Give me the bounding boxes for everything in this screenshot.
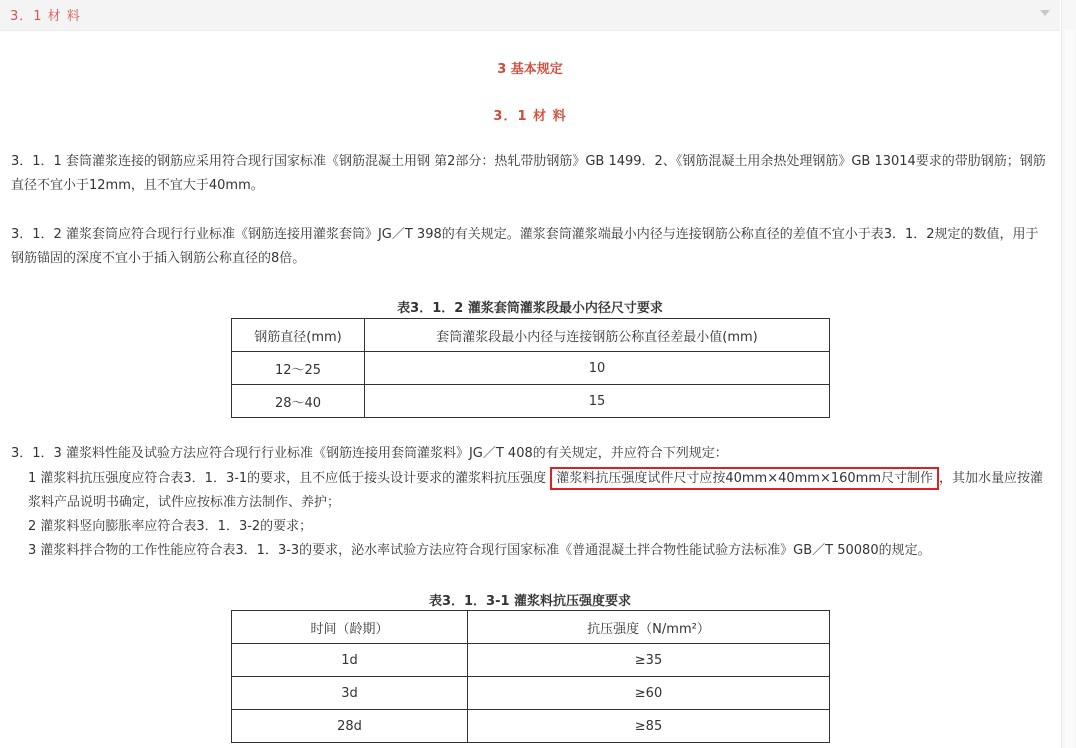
clause-3-1-3-item-3: 3 灌浆料拌合物的工作性能应符合表3．1．3-3的要求，泌水率试验方法应符合现行国家标准《普通混凝土拌合物性能试验方法标准》GB／T 50080的规定。 bbox=[28, 543, 931, 558]
clause-3-1-2: 3．1．2 灌浆套筒应符合现行行业标准《钢筋连接用灌浆套筒》JG／T 398的有关规定。灌浆套筒灌浆端最小内径与连接钢筋公称直径的差值不宜小于表3．1．2规定的数值，用于钢筋锚固的深度不宜小于插入钢筋公称直径的8倍。 bbox=[11, 227, 1039, 266]
table-header-cell: 钢筋直径(mm) bbox=[232, 319, 365, 352]
scrollbar[interactable] bbox=[1061, 0, 1076, 748]
table-cell: 15 bbox=[365, 385, 830, 418]
table-3-1-3-1 bbox=[231, 610, 830, 743]
table-header-cell: 时间（龄期） bbox=[232, 611, 468, 644]
table2-caption: 表3．1．3-1 灌浆料抗压强度要求 bbox=[428, 594, 632, 609]
table-header-cell: 套筒灌浆段最小内径与连接钢筋公称直径差最小值(mm) bbox=[365, 319, 830, 352]
table-cell: 28d bbox=[232, 710, 468, 743]
scrollbar-thumb[interactable] bbox=[1065, 30, 1074, 748]
table-cell: ≥35 bbox=[468, 644, 830, 677]
table-row bbox=[232, 644, 830, 677]
section-header-bar[interactable] bbox=[0, 0, 1060, 31]
table-header-cell: 抗压强度（N/mm²） bbox=[468, 611, 830, 644]
table-cell: 3d bbox=[232, 677, 468, 710]
table-cell: 10 bbox=[365, 352, 830, 385]
clause-3-1-1: 3．1．1 套筒灌浆连接的钢筋应采用符合现行国家标准《钢筋混凝土用钢 第2部分：热轧带肋钢筋》GB 1499．2、《钢筋混凝土用余热处理钢筋》GB 13014要求的带肋钢筋；钢筋直径不宜小于12mm，且不宜大于40mm。 bbox=[11, 154, 1046, 193]
table-cell: ≥85 bbox=[468, 710, 830, 743]
table-cell: 1d bbox=[232, 644, 468, 677]
table-cell: 12～25 bbox=[232, 352, 365, 385]
section-header-label: 3．1 材 料 bbox=[10, 9, 81, 24]
table-cell: ≥60 bbox=[468, 677, 830, 710]
table-row bbox=[232, 710, 830, 743]
table1-caption: 表3．1．2 灌浆套筒灌浆段最小内径尺寸要求 bbox=[397, 301, 663, 316]
chapter-title: 3 基本规定 bbox=[497, 62, 563, 77]
table-row bbox=[232, 677, 830, 710]
section-title: 3．1 材 料 bbox=[493, 109, 567, 124]
table-3-1-2 bbox=[231, 318, 830, 418]
clause-3-1-3: 3．1．3 灌浆料性能及试验方法应符合现行行业标准《钢筋连接用套筒灌浆料》JG／T 408的有关规定，并应符合下列规定： bbox=[11, 446, 728, 461]
table-header-row bbox=[232, 319, 830, 352]
clause-3-1-3-item-1 bbox=[11, 467, 1051, 515]
table-header-row bbox=[232, 611, 830, 644]
clause-3-1-3-item-2: 2 灌浆料竖向膨胀率应符合表3．1．3-2的要求； bbox=[28, 519, 313, 534]
item1-text-b: ，其加水量应按灌浆料产品说明书确定，试件应按标准方法制作、养护； bbox=[28, 471, 1044, 510]
table-row bbox=[232, 385, 830, 418]
chevron-down-icon[interactable] bbox=[1040, 10, 1050, 16]
table-row bbox=[232, 352, 830, 385]
item1-text-a: 1 灌浆料抗压强度应符合表3．1．3-1的要求，且不应低于接头设计要求的灌浆料抗压强度 bbox=[28, 471, 547, 486]
highlighted-text-box: 灌浆料抗压强度试件尺寸应按40mm×40mm×160mm尺寸制作 bbox=[550, 467, 939, 490]
table-cell: 28～40 bbox=[232, 385, 365, 418]
